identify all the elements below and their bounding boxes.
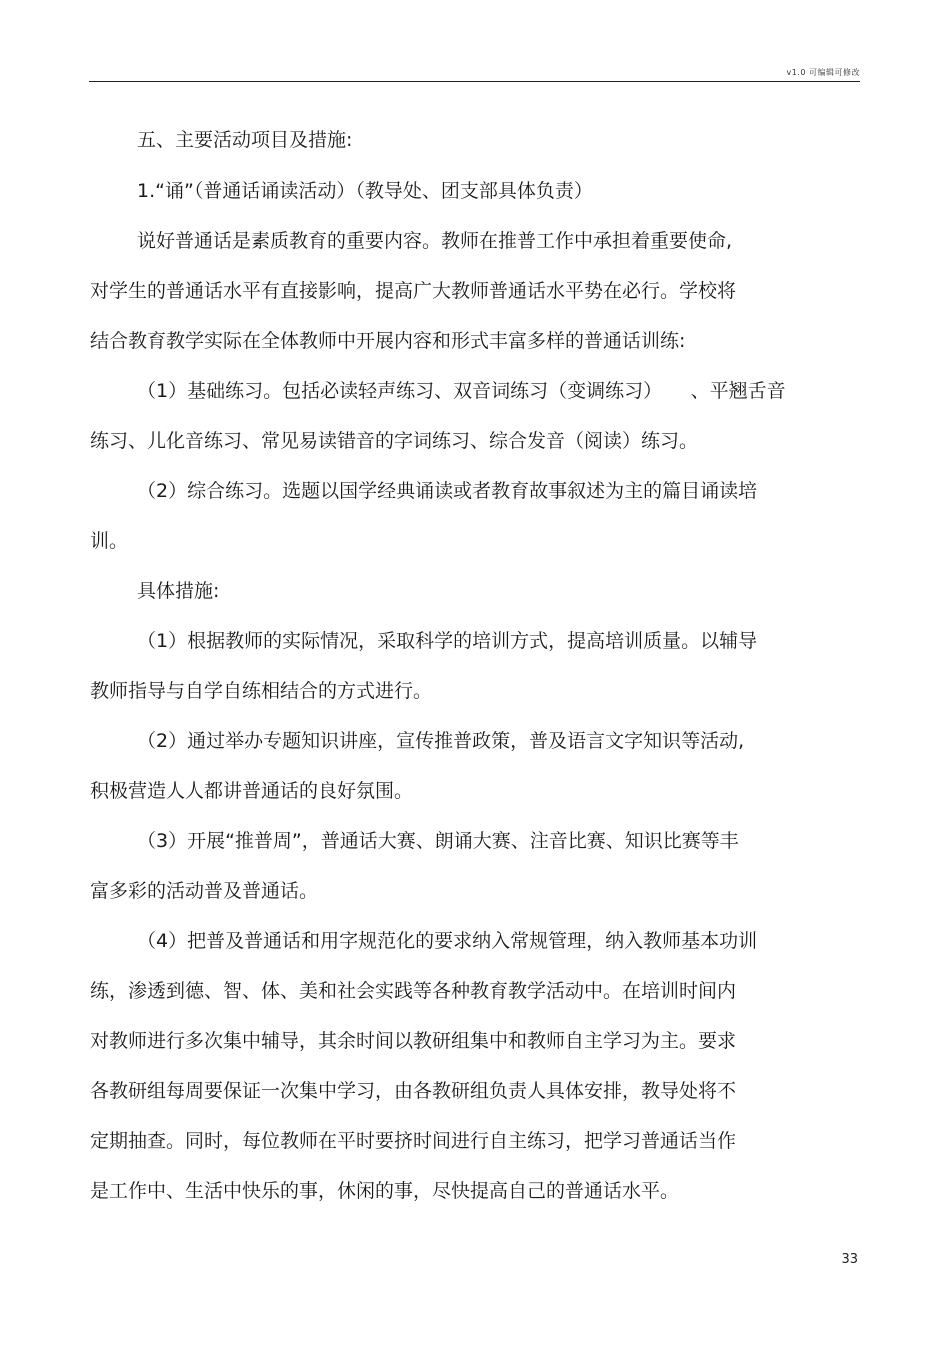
paragraph-line: 定期抽查。同时，每位教师在平时要挤时间进行自主练习，把学习普通话当作	[90, 1130, 737, 1152]
paragraph-line: （1）根据教师的实际情况，采取科学的培训方式，提高培训质量。以辅导	[137, 630, 758, 652]
paragraph-line: 练习、儿化音练习、常见易读错音的字词练习、综合发音（阅读）练习。	[90, 430, 699, 452]
paragraph-line: 练，渗透到德、智、体、美和社会实践等各种教育教学活动中。在培训时间内	[90, 980, 737, 1002]
paragraph-line: 积极营造人人都讲普通话的良好氛围。	[90, 780, 414, 802]
paragraph-line: 各教研组每周要保证一次集中学习，由各教研组负责人具体安排，教导处将不	[90, 1080, 737, 1102]
paragraph-line: （3）开展“推普周”，普通话大赛、朗诵大赛、注音比赛、知识比赛等丰	[137, 830, 739, 852]
paragraph-line: 富多彩的活动普及普通话。	[90, 880, 319, 902]
page-number: 33	[841, 1252, 858, 1267]
paragraph-line: 教师指导与自学自练相结合的方式进行。	[90, 680, 433, 702]
paragraph-line: （2）综合练习。选题以国学经典诵读或者教育故事叙述为主的篇目诵读培	[137, 480, 758, 502]
subheading-measures: 具体措施:	[137, 580, 220, 602]
header-divider	[89, 81, 860, 82]
paragraph-line: 是工作中、生活中快乐的事，休闲的事，尽快提高自己的普通话水平。	[90, 1180, 680, 1202]
section-heading: 五、主要活动项目及措施:	[137, 129, 353, 151]
paragraph-line: 说好普通话是素质教育的重要内容。教师在推普工作中承担着重要使命,	[137, 230, 733, 252]
paragraph-line: （1）基础练习。包括必读轻声练习、双音词练习（变调练习） 、平翘舌音	[137, 380, 786, 402]
paragraph-line: 训。	[90, 530, 129, 552]
paragraph-line: 对学生的普通话水平有直接影响，提高广大教师普通话水平势在必行。学校将	[90, 280, 737, 302]
version-note: v1.0 可编辑可修改	[786, 68, 860, 77]
paragraph-line: 结合教育教学实际在全体教师中开展内容和形式丰富多样的普通话训练:	[90, 330, 686, 352]
paragraph-line: （4）把普及普通话和用字规范化的要求纳入常规管理，纳入教师基本功训	[137, 930, 758, 952]
paragraph-line: 对教师进行多次集中辅导，其余时间以教研组集中和教师自主学习为主。要求	[90, 1030, 737, 1052]
item-heading: 1.“诵”（普通话诵读活动）（教导处、团支部具体负责）	[137, 180, 593, 202]
paragraph-line: （2）通过举办专题知识讲座，宣传推普政策，普及语言文字知识等活动,	[137, 730, 745, 752]
